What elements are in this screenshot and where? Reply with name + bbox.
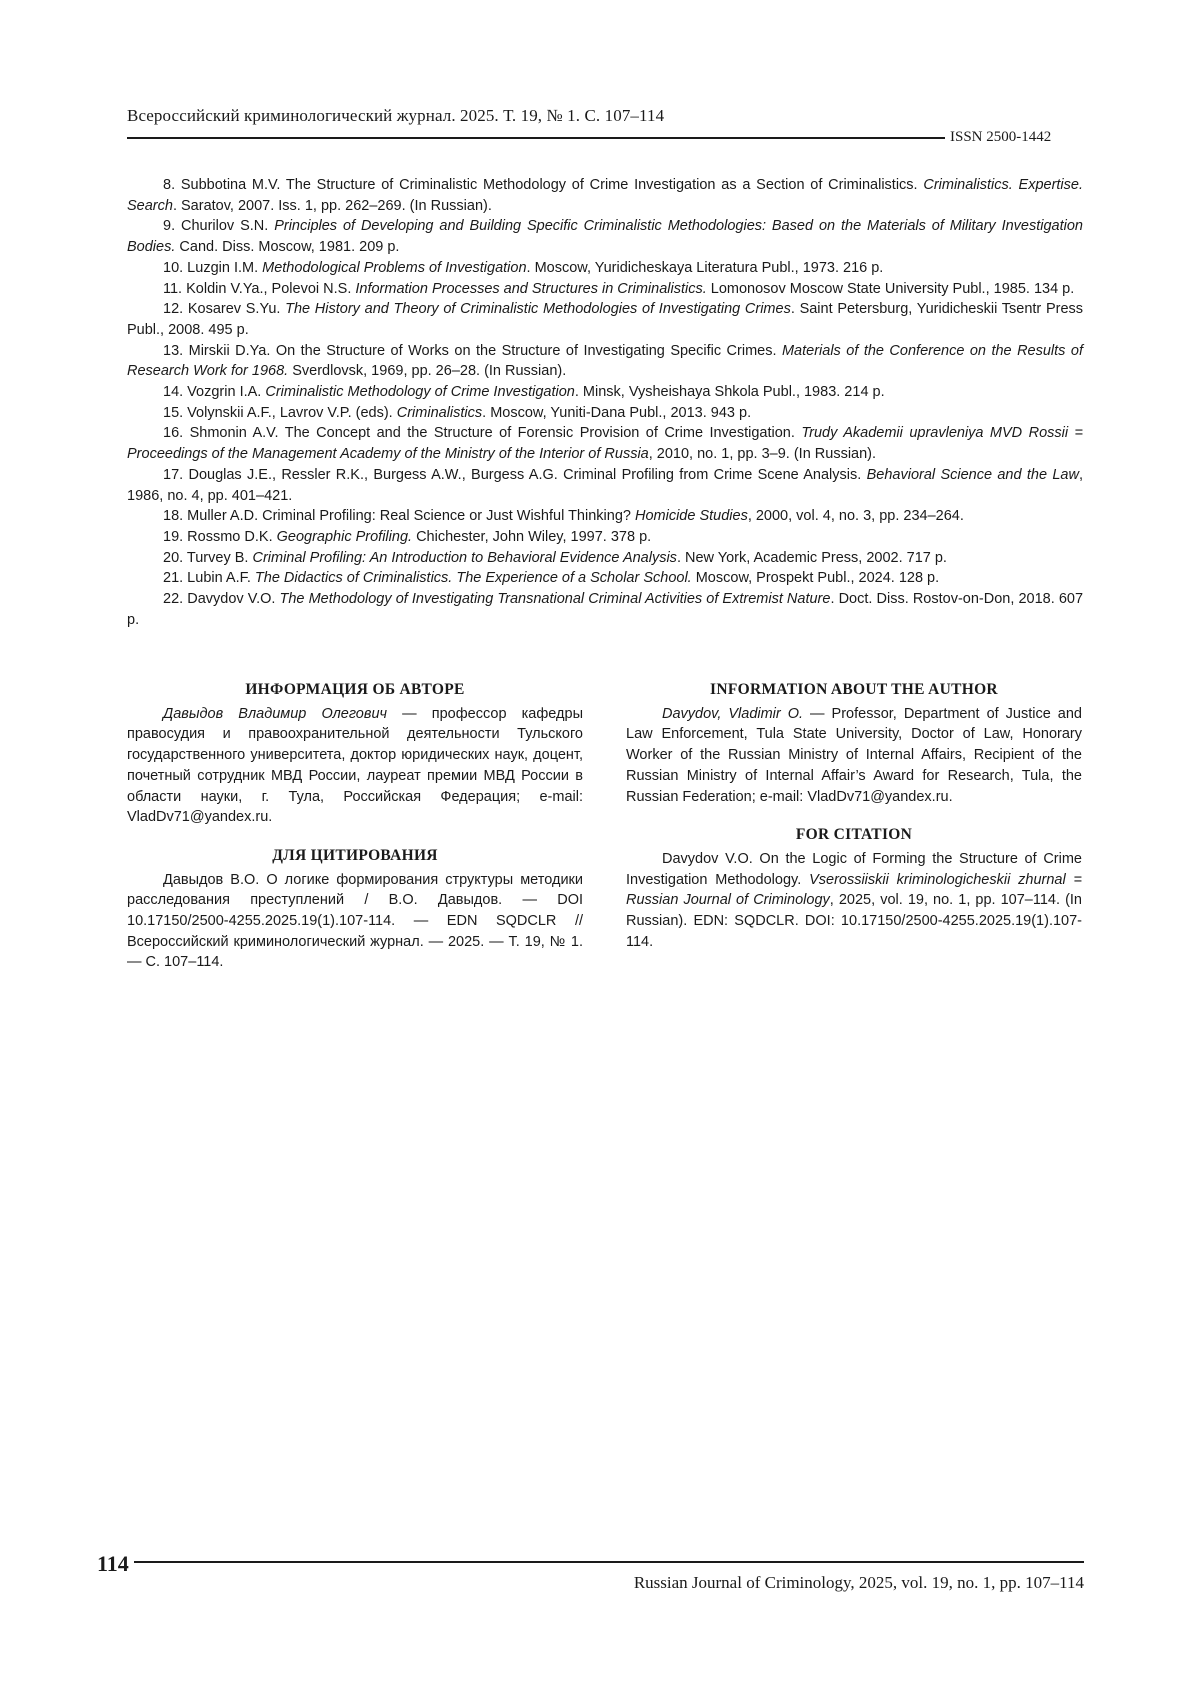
- reference-text: 15. Volynskii A.F., Lavrov V.P. (eds).: [163, 405, 397, 421]
- citation-post: , 2025, vol. 19, no. 1, pp. 107–114. (In Russian). EDN: SQDCLR. DOI: 10.17150/2500-4255.2025.19(1).107-114.: [626, 892, 1082, 949]
- citation-en: [626, 825, 1082, 952]
- reference-text: 10. Luzgin I.M.: [163, 260, 262, 276]
- author-info-text: [626, 704, 1082, 808]
- reference-details: . Saratov, 2007. Iss. 1, pp. 262–269. (In Russian).: [173, 198, 492, 214]
- section-title: FOR CITATION: [626, 825, 1082, 846]
- citation-pre: Davydov V.O. On the Logic of Forming the Structure of Crime Investigation Methodology.: [626, 851, 1082, 888]
- section-title: ДЛЯ ЦИТИРОВАНИЯ: [127, 846, 583, 867]
- reference-details: . Doct. Diss. Rostov-on-Don, 2018. 607 p.: [127, 591, 1083, 628]
- citation-journal: Vserossiiskii kriminologicheskii zhurnal = Russian Journal of Criminology: [626, 872, 1082, 909]
- reference-details: . New York, Academic Press, 2002. 717 p.: [677, 550, 947, 566]
- issn: ISSN 2500-1442: [950, 129, 1051, 146]
- reference-title: Methodological Problems of Investigation: [262, 260, 526, 276]
- reference-list: [127, 175, 1083, 630]
- reference-title: The Methodology of Investigating Transnational Criminal Activities of Extremist Nature: [280, 591, 831, 607]
- section-title: INFORMATION ABOUT THE AUTHOR: [626, 680, 1082, 701]
- author-info-text: [127, 704, 583, 828]
- reference-item: [127, 589, 1083, 630]
- section-title: ИНФОРМАЦИЯ ОБ АВТОРЕ: [127, 680, 583, 701]
- author-info-en: [626, 680, 1082, 807]
- reference-title: Behavioral Science and the Law: [867, 467, 1079, 483]
- reference-text: 22. Davydov V.O.: [163, 591, 280, 607]
- right-column: [626, 680, 1082, 952]
- reference-details: . Saint Petersburg, Yuridicheskii Tsentr Press Publ., 2008. 495 p.: [127, 301, 1083, 338]
- citation-text: [626, 849, 1082, 953]
- reference-title: Geographic Profiling.: [277, 529, 412, 545]
- footer-rule: [134, 1561, 1084, 1563]
- reference-details: . Minsk, Vysheishaya Shkola Publ., 1983. 214 p.: [575, 384, 885, 400]
- reference-details: Lomonosov Moscow State University Publ., 1985. 134 p.: [707, 281, 1075, 297]
- running-header: Всероссийский криминологический журнал. 2025. Т. 19, № 1. С. 107–114: [127, 106, 664, 126]
- reference-title: Homicide Studies: [635, 508, 748, 524]
- reference-details: . Moscow, Yuridicheskaya Literatura Publ., 1973. 216 p.: [527, 260, 884, 276]
- reference-item: [127, 465, 1083, 506]
- author-name: Давыдов Владимир Олегович: [163, 706, 387, 722]
- reference-item: [127, 423, 1083, 464]
- running-footer: Russian Journal of Criminology, 2025, vol. 19, no. 1, pp. 107–114: [634, 1573, 1084, 1593]
- reference-details: . Moscow, Yuniti-Dana Publ., 2013. 943 p.: [482, 405, 751, 421]
- reference-text: 18. Muller A.D. Criminal Profiling: Real Science or Just Wishful Thinking?: [163, 508, 635, 524]
- reference-item: [127, 299, 1083, 340]
- left-column: [127, 680, 583, 973]
- reference-text: 12. Kosarev S.Yu.: [163, 301, 285, 317]
- reference-text: 11. Koldin V.Ya., Polevoi N.S.: [163, 281, 355, 297]
- reference-title: Criminalistic Methodology of Crime Investigation: [265, 384, 574, 400]
- reference-text: 20. Turvey B.: [163, 550, 252, 566]
- reference-item: [127, 506, 1083, 527]
- reference-title: Materials of the Conference on the Results of Research Work for 1968.: [127, 343, 1083, 380]
- reference-text: 9. Churilov S.N.: [163, 218, 274, 234]
- reference-item: [127, 382, 1083, 403]
- reference-title: Principles of Developing and Building Specific Criminalistic Methodologies: Based on the Materials of Military Investigation Bodies.: [127, 218, 1083, 255]
- reference-item: [127, 568, 1083, 589]
- reference-title: The History and Theory of Criminalistic Methodologies of Investigating Crimes: [285, 301, 791, 317]
- reference-details: Chichester, John Wiley, 1997. 378 p.: [412, 529, 651, 545]
- page-number: 114: [97, 1551, 129, 1577]
- reference-title: Trudy Akademii upravleniya MVD Rossii = Proceedings of the Management Academy of the Ministry of the Interior of Russia: [127, 425, 1083, 462]
- reference-item: [127, 216, 1083, 257]
- reference-item: [127, 258, 1083, 279]
- reference-title: Information Processes and Structures in Criminalistics.: [355, 281, 706, 297]
- reference-text: 13. Mirskii D.Ya. On the Structure of Works on the Structure of Investigating Specific Crimes.: [163, 343, 782, 359]
- author-info-ru: [127, 680, 583, 828]
- reference-details: Moscow, Prospekt Publ., 2024. 128 p.: [692, 570, 939, 586]
- reference-item: [127, 548, 1083, 569]
- reference-text: 21. Lubin A.F.: [163, 570, 255, 586]
- reference-text: 17. Douglas J.E., Ressler R.K., Burgess A.W., Burgess A.G. Criminal Profiling from Crime Scene Analysis.: [163, 467, 867, 483]
- author-details: — профессор кафедры правосудия и правоохранительной деятельности Тульского государственного университета, доктор юридических наук, доцент, почетный сотрудник МВД России, лауреат премии МВД России в области науки, г. Тула, Российская Федерация; e-mail: VladDv71@yandex.ru.: [127, 706, 583, 826]
- reference-item: [127, 175, 1083, 216]
- reference-title: Criminal Profiling: An Introduction to Behavioral Evidence Analysis: [252, 550, 676, 566]
- author-name: Davydov, Vladimir O.: [662, 706, 803, 722]
- reference-title: The Didactics of Criminalistics. The Experience of a Scholar School.: [255, 570, 692, 586]
- reference-item: [127, 527, 1083, 548]
- reference-details: Cand. Diss. Moscow, 1981. 209 p.: [175, 239, 399, 255]
- reference-title: Criminalistics. Expertise. Search: [127, 177, 1083, 214]
- reference-text: 14. Vozgrin I.A.: [163, 384, 265, 400]
- author-details: — Professor, Department of Justice and Law Enforcement, Tula State University, Doctor of Law, Honorary Worker of the Russian Ministry of Internal Affairs, Recipient of the Russian Ministry of Internal Affair’s Award for Research, Tula, the Russian Federation; e-mail: VladDv71@yandex.ru.: [626, 706, 1082, 805]
- reference-title: Criminalistics: [397, 405, 482, 421]
- reference-details: , 2010, no. 1, pp. 3–9. (In Russian).: [649, 446, 876, 462]
- reference-details: , 2000, vol. 4, no. 3, pp. 234–264.: [748, 508, 964, 524]
- reference-details: , 1986, no. 4, pp. 401–421.: [127, 467, 1083, 504]
- reference-item: [127, 341, 1083, 382]
- citation-ru: [127, 846, 583, 973]
- reference-item: [127, 403, 1083, 424]
- citation-text: Давыдов В.О. О логике формирования структуры методики расследования преступлений / В.О. Давыдов. — DOI 10.17150/2500-4255.2025.19(1).107-114. — EDN SQDCLR // Всероссийский криминологический журнал. — 2025. — Т. 19, № 1. — С. 107–114.: [127, 870, 583, 974]
- reference-item: [127, 279, 1083, 300]
- header-rule: [127, 137, 945, 139]
- reference-text: 16. Shmonin A.V. The Concept and the Structure of Forensic Provision of Crime Investigation.: [163, 425, 801, 441]
- reference-text: 19. Rossmo D.K.: [163, 529, 277, 545]
- reference-text: 8. Subbotina M.V. The Structure of Criminalistic Methodology of Crime Investigation as a Section of Criminalistics.: [163, 177, 923, 193]
- reference-details: Sverdlovsk, 1969, pp. 26–28. (In Russian).: [288, 363, 566, 379]
